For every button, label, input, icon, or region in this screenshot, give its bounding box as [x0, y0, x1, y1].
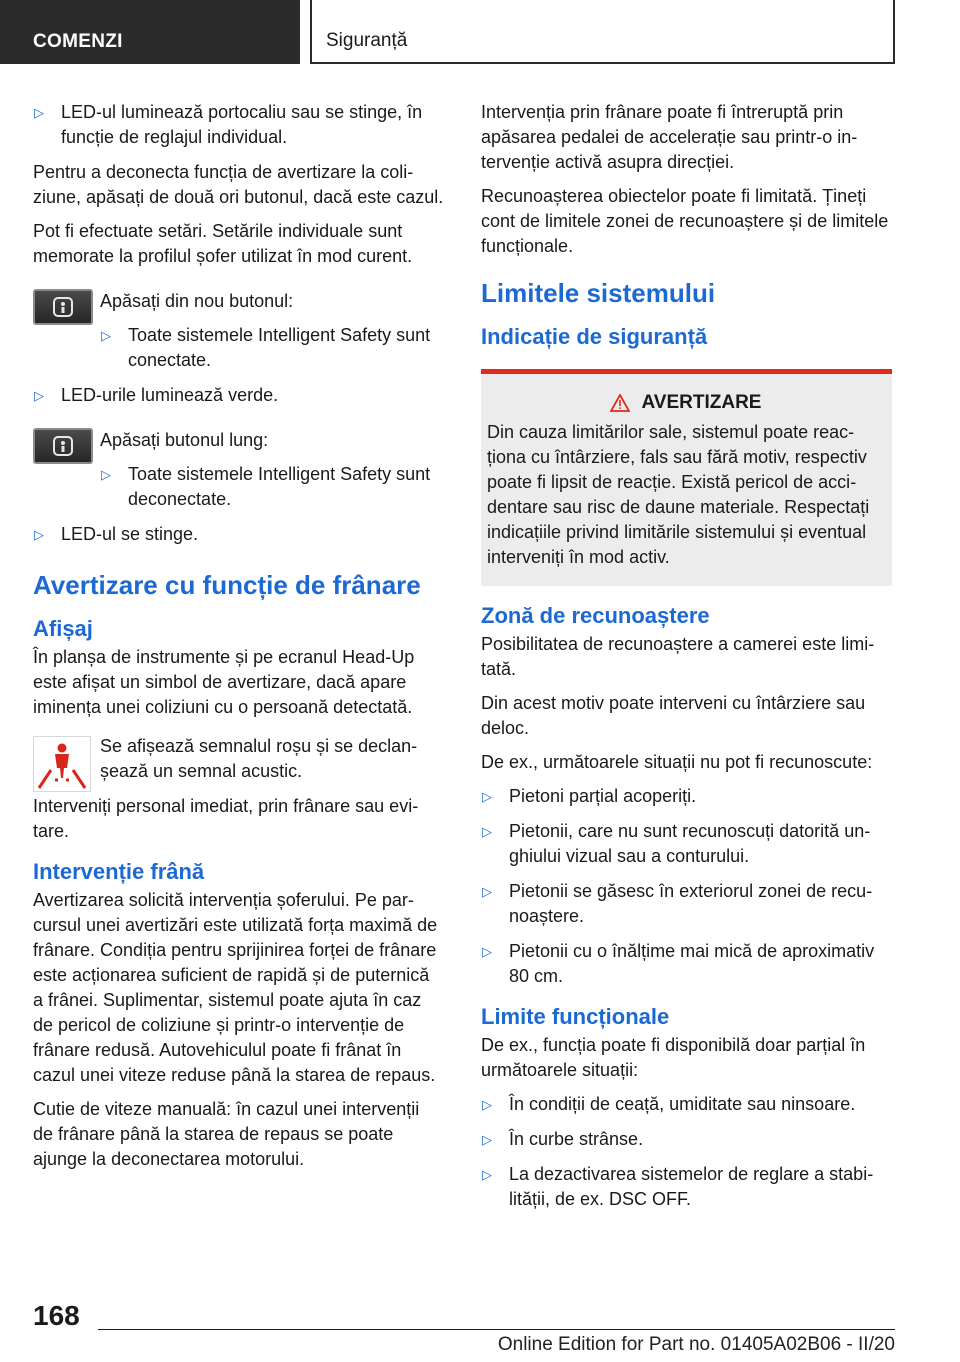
paragraph: Posibilitatea de recunoaștere a camerei este limitată. [481, 634, 875, 679]
list-item: ▷ Toate sistemele Intelligent Safety sunt conectate. [101, 325, 431, 370]
subsection-heading: Afișaj [33, 616, 93, 641]
bullet-triangle-icon: ▷ [101, 467, 111, 482]
paragraph: Pentru a deconecta funcția de avertizare la coliziune, apăsați de două ori butonul, dacă este cazul. [33, 162, 444, 207]
list-item: ▷ În condiții de ceață, umiditate sau ninsoare. [481, 1092, 892, 1117]
page-number: 168 [33, 1300, 80, 1331]
paragraph: Interveniți personal imediat, prin frânare sau evitare. [33, 796, 419, 841]
bullet-triangle-icon: ▷ [34, 388, 44, 403]
bullet-triangle-icon: ▷ [482, 1097, 492, 1112]
subsection-heading: Limite funcționale [481, 1004, 670, 1029]
safety-button-icon [33, 428, 93, 464]
left-column [33, 100, 444, 1181]
button-instruction [33, 289, 444, 373]
warning-text: Din cauza limitărilor sale, sistemul poate reacționa cu întârziere, fals sau fără motiv, respectiv poate fi lipsit de reacție. Există pericol de accidentare sau risc de daune materiale. Respectați indicațiile privind limitările sistemului și eventual interveniți în mod activ. [487, 422, 870, 567]
warning-title: AVERTIZARE [487, 392, 884, 414]
section-title: COMENZI [0, 0, 300, 64]
bullet-triangle-icon: ▷ [482, 789, 492, 804]
instruction-text: Se afișează semnalul roșu și se declanșează un semnal acustic. [100, 736, 418, 781]
paragraph: Cutie de viteze manuală: în cazul unei intervenții de frânare până la starea de repaus se poate ajunge la deconectarea motorului. [33, 1099, 420, 1169]
paragraph: Intervenția prin frânare poate fi întreruptă prin apăsarea pedalei de accelerație sau printr-o intervenție activă asupra direcției. [481, 102, 858, 172]
list-item: ▷ LED-ul luminează portocaliu sau se stinge, în funcție de reglajul individual. [34, 102, 423, 147]
paragraph: De ex., funcția poate fi disponibilă doar parțial în următoarele situații: [481, 1035, 866, 1080]
paragraph: Din acest motiv poate interveni cu întârziere sau deloc. [481, 693, 866, 738]
page-header [0, 0, 960, 66]
list-item: ▷ Pietonii, care nu sunt recunoscuți datorită unghiului vizual sau a conturului. [482, 821, 871, 866]
list-item: ▷ Pietoni parțial acoperiți. [481, 784, 892, 809]
bullet-triangle-icon: ▷ [482, 1167, 492, 1182]
list-item: ▷ LED-ul se stinge. [33, 522, 444, 547]
bullet-triangle-icon: ▷ [34, 105, 44, 120]
list-item: ▷ Pietonii cu o înălțime mai mică de aproximativ 80 cm. [482, 941, 875, 986]
subsection-heading: Zonă de recunoaștere [481, 603, 710, 628]
warning-symbol-row [33, 734, 444, 784]
bullet-triangle-icon: ▷ [101, 328, 111, 343]
pedestrian-warning-icon [33, 736, 91, 792]
instruction-text: Apăsați din nou butonul: [100, 291, 294, 311]
section-heading: Limitele sistemului [481, 278, 716, 308]
list-item: ▷ Toate sistemele Intelligent Safety sunt deconectate. [101, 464, 431, 509]
paragraph: În planșa de instrumente și pe ecranul Head-Up este afișat un simbol de avertizare, dacă apare iminența unei coliziuni cu o persoană detectată. [33, 647, 415, 717]
subsection-heading: Indicație de siguranță [481, 324, 708, 349]
paragraph: Pot fi efectuate setări. Setările individuale sunt memorate la profilul șofer utilizat în mod curent. [33, 221, 413, 266]
instruction-text: Apăsați butonul lung: [100, 430, 269, 450]
bullet-triangle-icon: ▷ [482, 824, 492, 839]
list-item: ▷ La dezactivarea sistemelor de reglare a stabilității, de ex. DSC OFF. [482, 1164, 874, 1209]
warning-triangle-icon [610, 394, 630, 412]
bullet-triangle-icon: ▷ [482, 1132, 492, 1147]
warning-box [481, 369, 892, 586]
right-column [481, 100, 892, 1222]
paragraph: Recunoașterea obiectelor poate fi limitată. Țineți cont de limitele zonei de recunoaștere și de limitele funcționale. [481, 186, 889, 256]
bullet-triangle-icon: ▷ [34, 527, 44, 542]
list-item: ▷ Pietonii se găsesc în exteriorul zonei de recunoaștere. [482, 881, 873, 926]
edition-info: Online Edition for Part no. 01405A02B06 - II/20 [497, 1334, 895, 1355]
list-item: ▷ În curbe strânse. [481, 1127, 892, 1152]
button-instruction [33, 428, 444, 512]
list-item: ▷ LED-urile luminează verde. [33, 383, 444, 408]
chapter-title: Siguranță [310, 0, 895, 64]
bullet-triangle-icon: ▷ [482, 884, 492, 899]
page-footer [0, 1290, 960, 1362]
paragraph: Avertizarea solicită intervenția șoferului. Pe parcursul unei avertizări este utilizată forța maximă de frânare. Condiția pentru sprijinirea forței de frânare este acționarea suficient de rapidă și de puternică a frânei. Suplimentar, sistemul poate ajuta în caz de pericol de coliziune și printr-o intervenție de frânare redusă. Autovehiculul poate fi frânat în cazul unei viteze reduse până la starea de repaus. [33, 890, 438, 1085]
paragraph: De ex., următoarele situații nu pot fi recunoscute: [481, 752, 873, 772]
subsection-heading: Intervenție frână [33, 859, 205, 884]
bullet-triangle-icon: ▷ [482, 944, 492, 959]
footer-divider [98, 1329, 895, 1330]
section-heading: Avertizare cu funcție de frânare [33, 570, 421, 600]
safety-button-icon [33, 289, 93, 325]
